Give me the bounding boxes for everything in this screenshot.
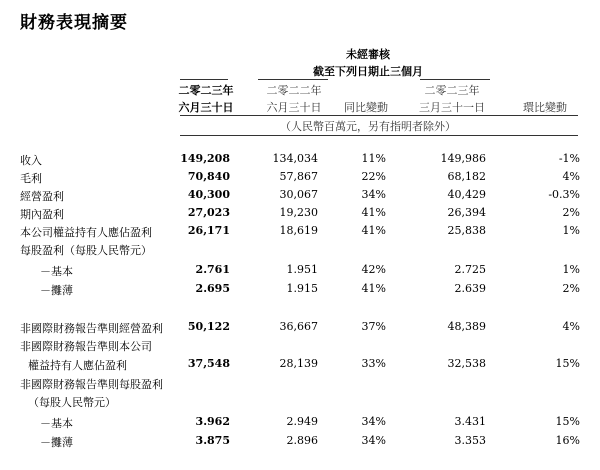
cell-c2: 1.951 [286, 263, 318, 276]
cell-c4: 26,394 [447, 206, 486, 219]
cell-c3: 22% [361, 170, 386, 183]
cell-c1: 27,023 [187, 206, 230, 219]
col5-header: 環比變動 [523, 101, 567, 114]
cell-c1: 149,208 [180, 152, 230, 165]
row-label: 收入 [20, 154, 42, 167]
cell-c5: 1% [562, 224, 580, 237]
row-label: 權益持有人應佔盈利 [28, 359, 127, 372]
cell-c5: -0.3% [548, 188, 580, 201]
cell-c5: 1% [562, 263, 580, 276]
col4-date: 三月三十一日 [419, 101, 485, 114]
cell-c3: 11% [361, 152, 386, 165]
header-rule [180, 115, 578, 116]
unit-note: （人民幣百萬元，另有指明者除外） [280, 120, 456, 133]
period-label: 截至下列日期止三個月 [313, 65, 423, 78]
cell-c4: 2.639 [454, 282, 486, 295]
cell-c5: 2% [562, 206, 580, 219]
cell-c2: 134,034 [272, 152, 318, 165]
table-row [0, 188, 600, 206]
row-label: 毛利 [20, 172, 42, 185]
row-label: 非國際財務報告準則經營盈利 [20, 322, 163, 335]
cell-c5: 15% [555, 415, 580, 428]
col1-date: 六月三十日 [178, 101, 234, 114]
table-row [0, 206, 600, 224]
cell-c1: 50,122 [187, 320, 230, 333]
table-row [0, 320, 600, 338]
cell-c3: 37% [361, 320, 386, 333]
cell-c2: 1.915 [286, 282, 318, 295]
table-row [0, 338, 600, 356]
col2-date: 六月三十日 [266, 101, 322, 114]
row-label: －基本 [40, 417, 73, 430]
cell-c4: 149,986 [440, 152, 486, 165]
cell-c2: 18,619 [279, 224, 318, 237]
cell-c4: 25,838 [447, 224, 486, 237]
cell-c5: -1% [558, 152, 580, 165]
header-rule [420, 79, 490, 80]
table-row [0, 394, 600, 412]
table-row [0, 357, 600, 375]
unaudited-label: 未經審核 [346, 48, 390, 61]
cell-c2: 2.896 [286, 434, 318, 447]
table-row [0, 415, 600, 433]
table-row [0, 434, 600, 452]
cell-c1: 3.962 [195, 415, 230, 428]
cell-c5: 15% [555, 357, 580, 370]
row-label: （每股人民幣元） [28, 396, 116, 409]
cell-c2: 30,067 [279, 188, 318, 201]
cell-c5: 4% [562, 320, 580, 333]
cell-c4: 40,429 [447, 188, 486, 201]
table-row [0, 282, 600, 300]
cell-c3: 33% [361, 357, 386, 370]
row-label: －攤薄 [40, 284, 73, 297]
table-row [0, 376, 600, 394]
cell-c2: 36,667 [279, 320, 318, 333]
col2-year: 二零二二年 [266, 84, 322, 97]
cell-c4: 3.353 [454, 434, 486, 447]
cell-c3: 41% [361, 206, 386, 219]
row-label: 非國際財務報告準則本公司 [20, 340, 152, 353]
cell-c2: 28,139 [279, 357, 318, 370]
cell-c5: 4% [562, 170, 580, 183]
header-rule [180, 135, 578, 136]
row-label: 每股盈利（每股人民幣元） [20, 244, 152, 257]
cell-c1: 37,548 [187, 357, 230, 370]
row-label: 本公司權益持有人應佔盈利 [20, 226, 152, 239]
cell-c3: 34% [361, 188, 386, 201]
cell-c2: 2.949 [286, 415, 318, 428]
table-row [0, 242, 600, 260]
header-rule [258, 79, 328, 80]
cell-c3: 34% [361, 415, 386, 428]
cell-c5: 2% [562, 282, 580, 295]
cell-c1: 3.875 [195, 434, 230, 447]
cell-c1: 2.695 [195, 282, 230, 295]
cell-c4: 3.431 [454, 415, 486, 428]
page-title: 財務表現摘要 [20, 13, 128, 33]
cell-c4: 68,182 [447, 170, 486, 183]
col3-header: 同比變動 [344, 101, 388, 114]
cell-c2: 19,230 [279, 206, 318, 219]
cell-c1: 2.761 [195, 263, 230, 276]
table-row [0, 263, 600, 281]
cell-c5: 16% [555, 434, 580, 447]
col4-year: 二零二三年 [424, 84, 480, 97]
cell-c4: 48,389 [447, 320, 486, 333]
cell-c1: 26,171 [187, 224, 230, 237]
cell-c4: 2.725 [454, 263, 486, 276]
cell-c3: 41% [361, 282, 386, 295]
cell-c1: 70,840 [187, 170, 230, 183]
header-rule [180, 79, 228, 80]
cell-c3: 41% [361, 224, 386, 237]
cell-c2: 57,867 [279, 170, 318, 183]
row-label: 經營盈利 [20, 190, 64, 203]
table-row [0, 152, 600, 170]
table-row [0, 224, 600, 242]
cell-c3: 34% [361, 434, 386, 447]
cell-c4: 32,538 [447, 357, 486, 370]
row-label: －基本 [40, 265, 73, 278]
col1-year: 二零二三年 [178, 84, 234, 97]
row-label: 非國際財務報告準則每股盈利 [20, 378, 163, 391]
cell-c3: 42% [361, 263, 386, 276]
row-label: －攤薄 [40, 436, 73, 449]
cell-c1: 40,300 [187, 188, 230, 201]
table-row [0, 170, 600, 188]
row-label: 期內盈利 [20, 208, 64, 221]
